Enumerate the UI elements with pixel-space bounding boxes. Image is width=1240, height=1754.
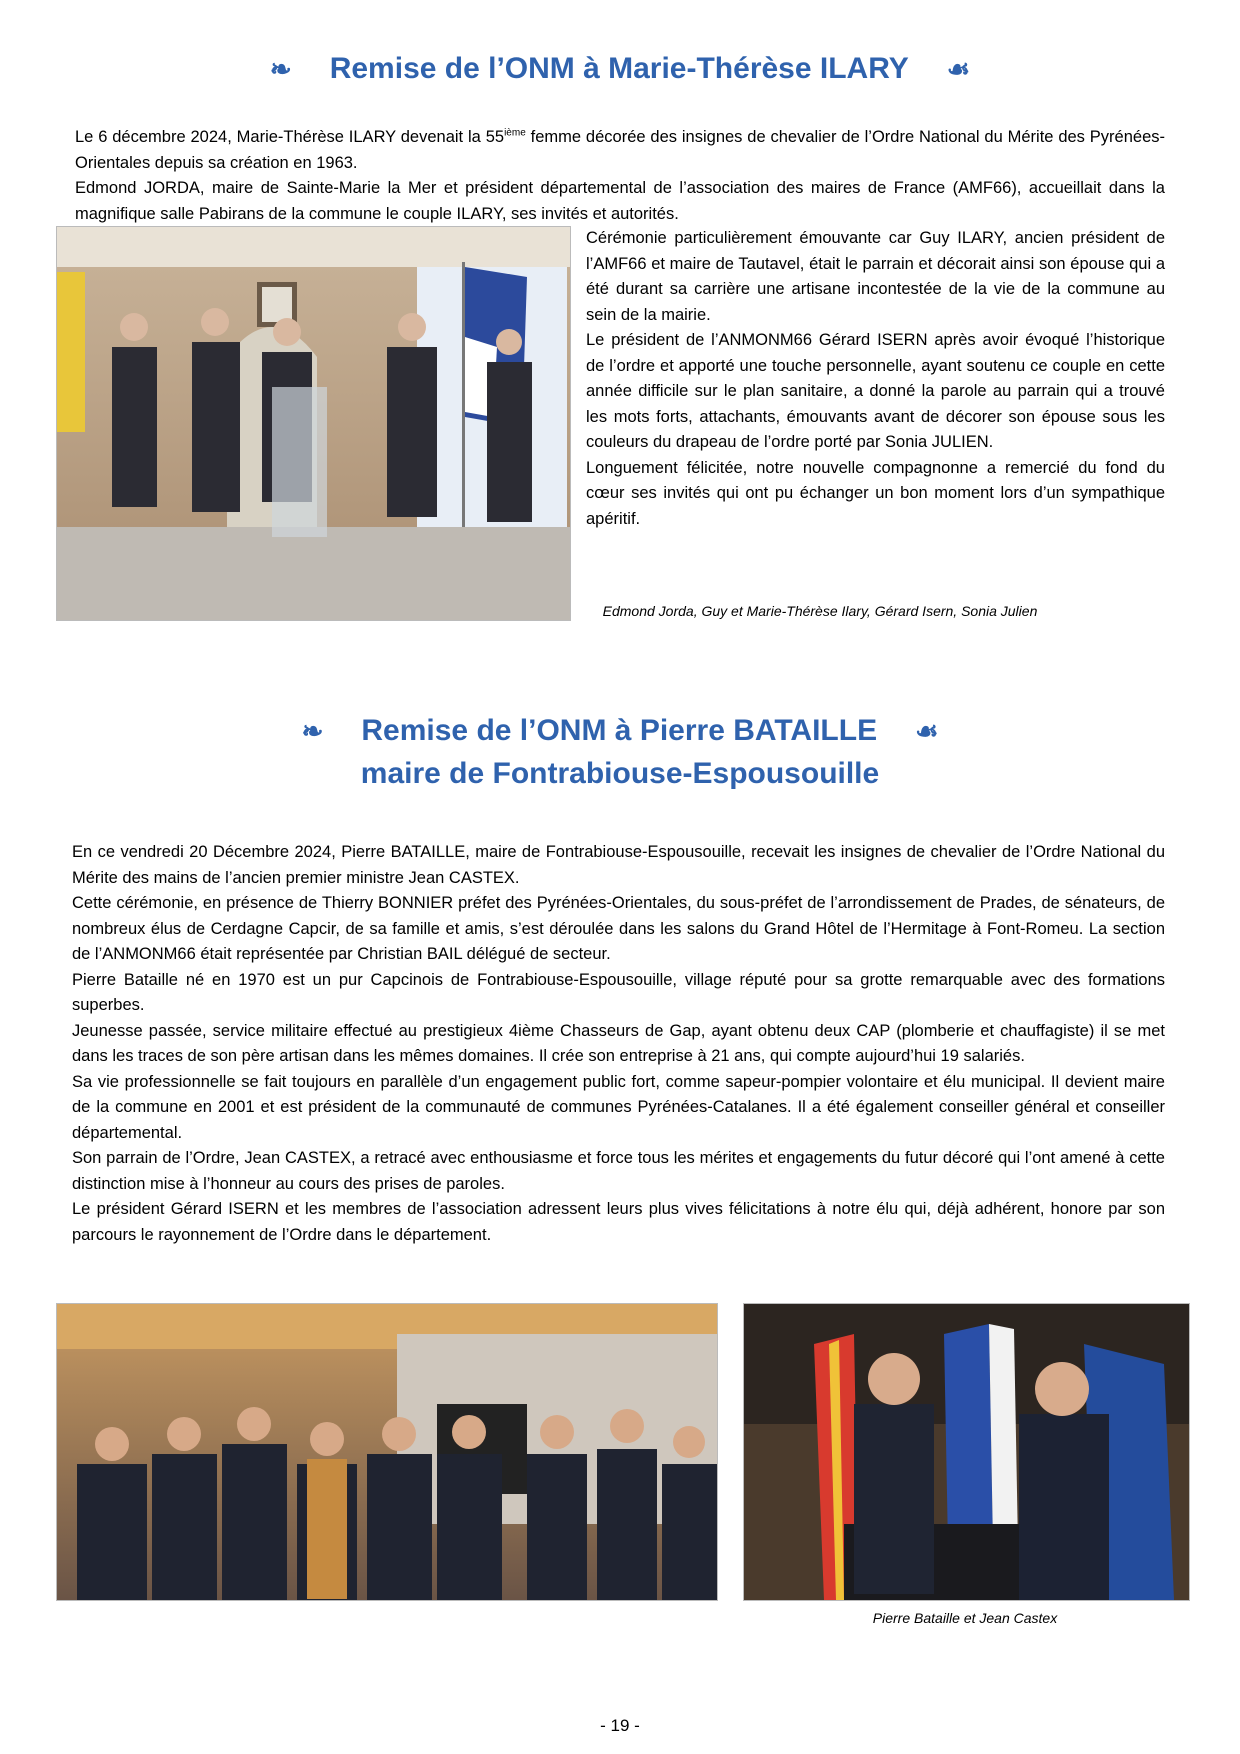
section2-p7: Le président Gérard ISERN et les membres de l’association adressent leurs plus vives félicitations à notre élu qui, déjà adhérent, honore par son parcours le rayonnement de l’Ordre dans le département. (72, 1200, 1165, 1244)
ornament-right-icon: ☙ (915, 717, 939, 748)
ceremony-photo-ilary (56, 226, 571, 621)
ornament-left-icon: ❧ (269, 55, 292, 86)
section2-p6: Son parrain de l’Ordre, Jean CASTEX, a retracé avec enthousiasme et force tous les mérites et engagements du futur décoré qui l’ont amené à cette distinction mise à l’honneur au cours des prises de paroles. (72, 1149, 1165, 1193)
section1-side-p1: Cérémonie particulièrement émouvante car Guy ILARY, ancien président de l’AMF66 et maire de Tautavel, était le parrain et décorait ainsi son épouse qui a été durant sa carrière une artisane incontestée de la vie de la commune au sein de la mairie. (586, 229, 1165, 324)
section1-intro-p1: Le 6 décembre 2024, Marie-Thérèse ILARY devenait la 55ième femme décorée des insignes de chevalier de l’Ordre National du Mérite des Pyrénées-Orientales depuis sa création en 1963. (75, 127, 1165, 172)
ornament-right-icon: ☙ (946, 55, 971, 86)
section2-p1: En ce vendredi 20 Décembre 2024, Pierre BATAILLE, maire de Fontrabiouse-Espousouille, recevait les insignes de chevalier de l’Ordre National du Mérite des mains de l’ancien premier ministre Jean CASTEX. (72, 843, 1165, 887)
section2-p5: Sa vie professionnelle se fait toujours en parallèle d’un engagement public fort, comme sapeur-pompier volontaire et élu municipal. Il devient maire de la commune en 2001 et est président de la communauté de communes Pyrénées-Catalanes. Il a été également conseiller général et conseiller départemental. (72, 1072, 1165, 1142)
ceremony-photo-group (56, 1303, 718, 1601)
section1-caption: Edmond Jorda, Guy et Marie-Thérèse Ilary, Gérard Isern, Sonia Julien (602, 603, 1038, 619)
ornament-left-icon: ❧ (301, 717, 324, 748)
section1-intro-p2: Edmond JORDA, maire de Sainte-Marie la Mer et président départemental de l’association des maires de France (AMF66), accueillait dans la magnifique salle Pabirans de la commune le couple ILARY, ses invités et autorités. (75, 179, 1165, 223)
section2-p4: Jeunesse passée, service militaire effectué au prestigieux 4ième Chasseurs de Gap, ayant obtenu deux CAP (plomberie et chauffagiste) il se met dans les traces de son père artisan dans les mêmes domaines. Il crée son entreprise à 21 ans, qui compte aujourd’hui 19 salariés. (72, 1021, 1165, 1065)
section1-intro (75, 125, 1165, 227)
section1-side-p2: Le président de l’ANMONM66 Gérard ISERN après avoir évoqué l’historique de l’ordre et apporté une touche personnelle, ayant soutenu ce couple en cette année difficile sur le plan sanitaire, a donné la parole au parrain qui a trouvé les mots forts, attachants, émouvants avant de décorer son épouse sous les couleurs du drapeau de l’ordre porté par Sonia JULIEN. (586, 331, 1165, 451)
page-number: - 19 - (600, 1716, 640, 1735)
section2-title-row (0, 712, 1240, 751)
section1-side-text (586, 226, 1165, 532)
section2-title-line2: maire de Fontrabiouse-Espousouille (360, 757, 880, 790)
ceremony-photo-speech (743, 1303, 1190, 1601)
section2-p3: Pierre Bataille né en 1970 est un pur Capcinois de Fontrabiouse-Espousouille, village réputé pour sa grotte remarquable avec des formations superbes. (72, 970, 1165, 1014)
section1-side-p3: Longuement félicitée, notre nouvelle compagnonne a remercié du fond du cœur ses invités qui ont pu échanger un bon moment lors d’un sympathique apéritif. (586, 458, 1165, 528)
section2-caption: Pierre Bataille et Jean Castex (872, 1610, 1058, 1626)
section2-p2: Cette cérémonie, en présence de Thierry BONNIER préfet des Pyrénées-Orientales, du sous-préfet de l’arrondissement de Prades, de sénateurs, de nombreux élus de Cerdagne Capcir, de sa famille et amis, s’est déroulée dans les salons du Grand Hôtel de l’Hermitage à Font-Romeu. La section de l’ANMONM66 était représentée par Christian BAIL délégué de secteur. (72, 894, 1165, 963)
section1-title: Remise de l’ONM à Marie-Thérèse ILARY (329, 52, 909, 85)
section1-title-row (0, 50, 1240, 89)
section2-body (72, 840, 1165, 1248)
section2-title-line1: Remise de l’ONM à Pierre BATAILLE (361, 714, 878, 747)
